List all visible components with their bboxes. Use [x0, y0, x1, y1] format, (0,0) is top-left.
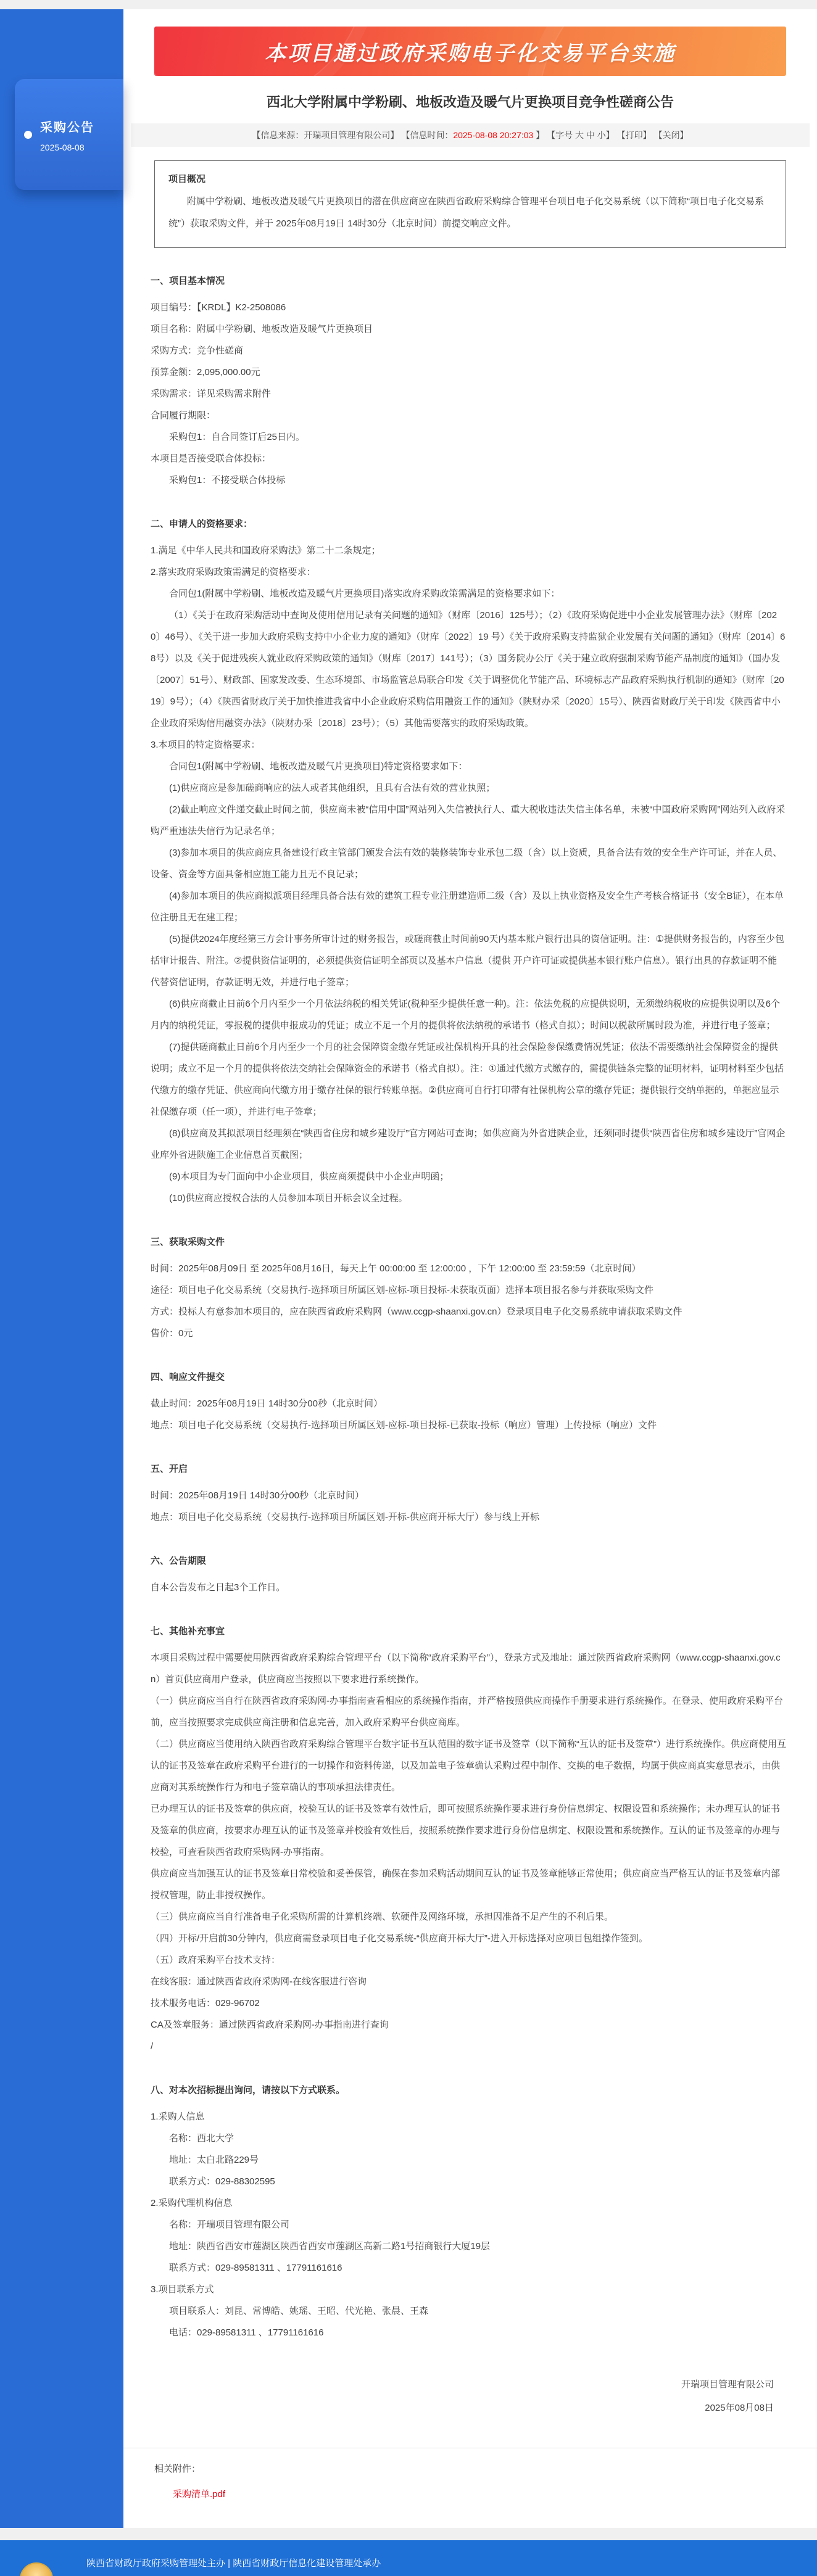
page-title: 西北大学附属中学粉刷、地板改造及暖气片更换项目竞争性磋商公告 [266, 94, 674, 110]
announcement-body [123, 274, 817, 2343]
paragraph: 项目编号：【KRDL】K2-2508086 [151, 302, 286, 313]
project-overview-box [154, 160, 786, 248]
paragraph: 合同包1(附属中学粉刷、地板改造及暖气片更换项目)落实政府采购政策需满足的资格要求如下： [169, 588, 560, 599]
print-button[interactable]: 【打印】 [616, 130, 654, 140]
fontsize-medium-button[interactable]: 中 [586, 130, 595, 140]
info-time-suffix: 】 [533, 130, 547, 140]
paragraph: 合同履行期限： [151, 410, 216, 421]
footer-gap [0, 2528, 817, 2540]
paragraph: (4)参加本项目的供应商拟派项目经理具备合法有效的建筑工程专业注册建造师二级（含）及以上执业资格及安全生产考核合格证书（安全B证），在本单位注册且无在建工程； [151, 891, 784, 923]
paragraph: 项目名称：附属中学粉刷、地板改造及暖气片更换项目 [151, 324, 373, 334]
fontsize-small-button[interactable]: 小 [597, 130, 606, 140]
paragraph: 在线客服：通过陕西省政府采购网-在线客服进行咨询 [151, 1976, 367, 1987]
page-layout [0, 9, 817, 2528]
paragraph: (6)供应商截止日前6个月内至少一个月依法纳税的相关凭证(税种至少提供任意一种)。注：依法免税的应提供说明，无须缴纳税收的应提供说明以及6个月内的纳税凭证，零报税的提供申报成功的凭证；成立不足一个月的提供将依法纳税的承诺书（格式自拟）；时间以税款所属时段为准，并进行电子签章； [151, 999, 781, 1031]
info-time-label: 【信息时间： [401, 130, 454, 140]
paragraph: 联系方式：029-88302595 [169, 2176, 275, 2187]
paragraph: 方式：投标人有意参加本项目的，应在陕西省政府采购网（www.ccgp-shaanxi.gov.cn）登录项目电子化交易系统申请获取采购文件 [151, 1307, 682, 1317]
attachment-pdf-link[interactable]: 采购清单.pdf [173, 2489, 226, 2500]
paragraph: 本项目采购过程中需要使用陕西省政府采购综合管理平台（以下简称“政府采购平台”），登录方式及地址：通过陕西省政府采购网（www.ccgp-shaanxi.gov.cn）首页供应商用户登录，供应商应当按照以下要求进行系统操作。 [151, 1653, 781, 1685]
paragraph: 地址：陕西省西安市莲湖区陕西省西安市莲湖区高新二路1号招商银行大厦19层 [169, 2241, 491, 2252]
paragraph: 地点：项目电子化交易系统（交易执行-选择项目所属区划-开标-供应商开标大厅）参与线上开标 [151, 1512, 539, 1522]
fontsize-label: 【字号 [547, 130, 575, 140]
paragraph: 本项目是否接受联合体投标： [151, 453, 272, 464]
paragraph: CA及签章服务：通过陕西省政府采购网-办事指南进行查询 [151, 2020, 389, 2030]
paragraph: 名称：开瑞项目管理有限公司 [169, 2219, 290, 2230]
badge-title: 采购公告 [40, 120, 94, 134]
paragraph: (9)本项目为专门面向中小企业项目，供应商须提供中小企业声明函； [169, 1171, 449, 1182]
badge-text [40, 117, 94, 152]
paragraph: 1.采购人信息 [151, 2112, 205, 2122]
fontsize-suffix: 】 [605, 130, 617, 140]
paragraph: (10)供应商应授权合法的人员参加本项目开标会议全过程。 [169, 1193, 408, 1203]
sidebar-item-procurement-notice[interactable] [15, 79, 123, 190]
paragraph: 联系方式：029-89581311 、17791161616 [169, 2263, 342, 2273]
paragraph: 时间：2025年08月19日 14时30分00秒（北京时间） [151, 1490, 364, 1501]
paragraph: 名称：西北大学 [169, 2133, 234, 2144]
page-footer [0, 2540, 817, 2576]
paragraph: (1)供应商应是参加磋商响应的法人或者其他组织，且具有合法有效的营业执照； [169, 783, 496, 793]
paragraph: （二）供应商应当使用纳入陕西省政府采购综合管理平台数字证书互认范围的数字证书及签章（以下简称“互认的证书及签章”）进行系统操作。供应商使用互认的证书及签章在政府采购平台进行的一切操作和资料传递，以及加盖电子签章确认采购过程中制作、交换的电子数据，均属于供应商真实意思表示，由供应商对其系统操作行为和电子签章确认的事项承担法律责任。 [151, 1739, 786, 1793]
badge-date: 2025-08-08 [40, 142, 85, 152]
paragraph: 合同包1(附属中学粉刷、地板改造及暖气片更换项目)特定资格要求如下： [169, 761, 468, 772]
paragraph: / [151, 2041, 154, 2052]
paragraph: 地址：太白北路229号 [169, 2155, 259, 2165]
paragraph: （五）政府采购平台技术支持： [151, 1955, 281, 1965]
signature-block [123, 2373, 817, 2420]
attachments-heading: 相关附件： [154, 2464, 201, 2474]
signature-date: 2025年08月08日 [705, 2403, 774, 2413]
section-heading: 二、申请人的资格要求： [151, 519, 253, 529]
paragraph: 项目联系人：刘昆、常博皓、姚瑶、王昭、代光艳、张晨、王森 [169, 2306, 429, 2316]
banner-text: 本项目通过政府采购电子化交易平台实施 [265, 41, 676, 65]
paragraph: 预算金额：2,095,000.00元 [151, 367, 260, 378]
section-heading: 三、获取采购文件 [151, 1237, 225, 1247]
paragraph: 采购包1：不接受联合体投标 [169, 475, 286, 485]
paragraph: 自本公告发布之日起3个工作日。 [151, 1582, 286, 1593]
platform-banner [154, 27, 786, 76]
footer-text: 陕西省财政厅政府采购管理处主办 | 陕西省财政厅信息化建设管理处承办 [86, 2558, 381, 2569]
info-time-value: 2025-08-08 20:27:03 [453, 130, 534, 140]
paragraph: (3)参加本项目的供应商应具备建设行政主管部门颁发合法有效的装修装饰专业承包二级（含）以上资质，具备合法有效的安全生产许可证，并在人员、设备、资金等方面具备相应施工能力且无不良记录； [151, 848, 782, 880]
overview-body: 附属中学粉刷、地板改造及暖气片更换项目的潜在供应商应在陕西省政府采购综合管理平台项目电子化交易系统（以下简称“项目电子化交易系统”）获取采购文件，并于 2025年08月19日 14时30分（北京时间）前提交响应文件。 [168, 196, 765, 229]
main-card [123, 9, 817, 2528]
paragraph: 2.落实政府采购政策需满足的资格要求： [151, 567, 316, 577]
sidebar [0, 9, 123, 2528]
paragraph: (7)提供磋商截止日前6个月内至少一个月的社会保障资金缴存凭证或社保机构开具的社会保险参保缴费情况凭证；依法不需要缴纳社会保障资金的提供说明；成立不足一个月的提供将依法交纳社会保障资金的承诺书（格式自拟）。注：①通过代缴方式缴存的，需提供链条完整的证明材料，证明材料至少包括代缴方的缴存凭证、供应商向代缴方用于缴存社保的银行转账单据。②供应商可自行打印带有社保机构公章的缴存凭证；提供银行交纳单据的，单据应显示社保缴存项（任一项），并进行电子签章； [151, 1042, 784, 1117]
paragraph: （四）开标/开启前30分钟内，供应商需登录项目电子化交易系统-“供应商开标大厅”-进入开标选择对应项目包组操作签到。 [151, 1933, 648, 1944]
paragraph: 3.项目联系方式 [151, 2284, 214, 2295]
paragraph: 时间：2025年08月09日 至 2025年08月16日，每天上午 00:00:00 至 12:00:00 ，下午 12:00:00 至 23:59:59（北京时间） [151, 1263, 641, 1274]
paragraph: 地点：项目电子化交易系统（交易执行-选择项目所属区划-应标-项目投标-已获取-投标（响应）管理）上传投标（响应）文件 [151, 1420, 657, 1430]
section-heading: 六、公告期限 [151, 1556, 207, 1566]
section-heading: 一、项目基本情况 [151, 276, 225, 286]
paragraph: （1）《关于在政府采购活动中查询及使用信用记录有关问题的通知》（财库〔2016〕125号）；（2）《政府采购促进中小企业发展管理办法》（财库〔2020〕46号）、《关于进一步加大政府采购支持中小企业力度的通知》（财库〔2022〕19 号）《关于政府采购支持监狱企业发展有关问题的通知》（财库〔2014〕68号）以及《关于促进残疾人就业政府采购政策的通知》（财库〔2017〕141号）；（3）国务院办公厅《关于建立政府强制采购节能产品制度的通知》（国办发〔2007〕51号）、财政部、国家发改委、生态环境部、市场监管总局联合印发《关于调整优化节能产品、环境标志产品政府采购执行机制的通知》（财库〔2019〕9号）；（4）《陕西省财政厅关于加快推进我省中小企业政府采购信用融资工作的通知》（陕财办采〔2020〕15号）、陕西省财政厅关于印发《陕西省中小企业政府采购信用融资办法》（陕财办采〔2018〕23号）；（5）其他需要落实的政府采购政策。 [151, 610, 786, 729]
paragraph: 截止时间：2025年08月19日 14时30分00秒（北京时间） [151, 1398, 383, 1409]
paragraph: 供应商应当加强互认的证书及签章日常校验和妥善保管，确保在参加采购活动期间互认的证书及签章能够正常使用；供应商应当严格互认的证书及签章内部授权管理，防止非授权操作。 [151, 1868, 781, 1901]
section-heading: 七、其他补充事宜 [151, 1626, 225, 1637]
paragraph: (5)提供2024年度经第三方会计事务所审计过的财务报告，或磋商截止时间前90天内基本账户银行出具的资信证明。注：①提供财务报告的，内容至少包括审计报告、附注。②提供资信证明的，必须提供资信证明全部页以及基本户信息（提供 开户许可证或提供基本银行账户信息）。银行出具的存款证明不能代替资信证明，存款证明无效，并进行电子签章； [151, 934, 784, 988]
paragraph: 售价：0元 [151, 1328, 193, 1339]
paragraph: (2)截止响应文件递交截止时间之前，供应商未被“信用中国”网站列入失信被执行人、重大税收违法失信主体名单，未被“中国政府采购网”网站列入政府采购严重违法失信行为记录名单； [151, 804, 786, 836]
attachments-section [123, 2448, 817, 2500]
paragraph: 采购包1：自合同签订后25日内。 [169, 432, 305, 442]
paragraph: 2.采购代理机构信息 [151, 2198, 233, 2208]
section-heading: 八、对本次招标提出询问，请按以下方式联系。 [151, 2085, 346, 2095]
overview-heading: 项目概况 [168, 174, 206, 184]
paragraph: 采购需求：详见采购需求附件 [151, 389, 272, 399]
section-heading: 五、开启 [151, 1464, 188, 1474]
paragraph: （三）供应商应当自行准备电子化采购所需的计算机终端、软硬件及网络环境，承担因准备不足产生的不利后果。 [151, 1912, 614, 1922]
close-button[interactable]: 【关闭】 [653, 130, 689, 140]
paragraph: 电话：029-89581311 、17791161616 [169, 2327, 324, 2338]
fontsize-large-button[interactable]: 大 [575, 130, 584, 140]
signature-agency: 开瑞项目管理有限公司 [681, 2379, 774, 2390]
paragraph: （一）供应商应当自行在陕西省政府采购网-办事指南查看相应的系统操作指南，并严格按照供应商操作手册要求进行系统操作。在登录、使用政府采购平台前，应当按照要求完成供应商注册和信息完善，加入政府采购平台供应商库。 [151, 1696, 784, 1728]
paragraph: 1.满足《中华人民共和国政府采购法》第二十二条规定； [151, 545, 381, 556]
paragraph: 技术服务电话：029-96702 [151, 1998, 260, 2008]
paragraph: (8)供应商及其拟派项目经理须在“陕西省住房和城乡建设厅”官方网站可查询；如供应商为外省进陕企业，还须同时提供“陕西省住房和城乡建设厅”官网企业库外省进陕施工企业信息首页截图； [151, 1128, 786, 1160]
paragraph: 采购方式：竞争性磋商 [151, 345, 244, 356]
paragraph: 3.本项目的特定资格要求： [151, 740, 260, 750]
bullet-dot-icon [24, 131, 32, 139]
paragraph: 已办理互认的证书及签章的供应商，校验互认的证书及签章有效性后，即可按照系统操作要求进行身份信息绑定、权限设置和系统操作；未办理互认的证书及签章的供应商，按要求办理互认的证书及签章并校验有效性后，按照系统操作要求进行身份信息绑定、权限设置和系统操作。互认的证书及签章的办理与校验，可查看陕西省政府采购网-办事指南。 [151, 1804, 781, 1857]
paragraph: 途径：项目电子化交易系统（交易执行-选择项目所属区划-应标-项目投标-未获取页面）选择本项目报名参与并获取采购文件 [151, 1285, 653, 1295]
info-source: 【信息来源：开瑞项目管理有限公司】 [252, 130, 402, 140]
section-heading: 四、响应文件提交 [151, 1372, 225, 1382]
info-bar [131, 123, 810, 147]
